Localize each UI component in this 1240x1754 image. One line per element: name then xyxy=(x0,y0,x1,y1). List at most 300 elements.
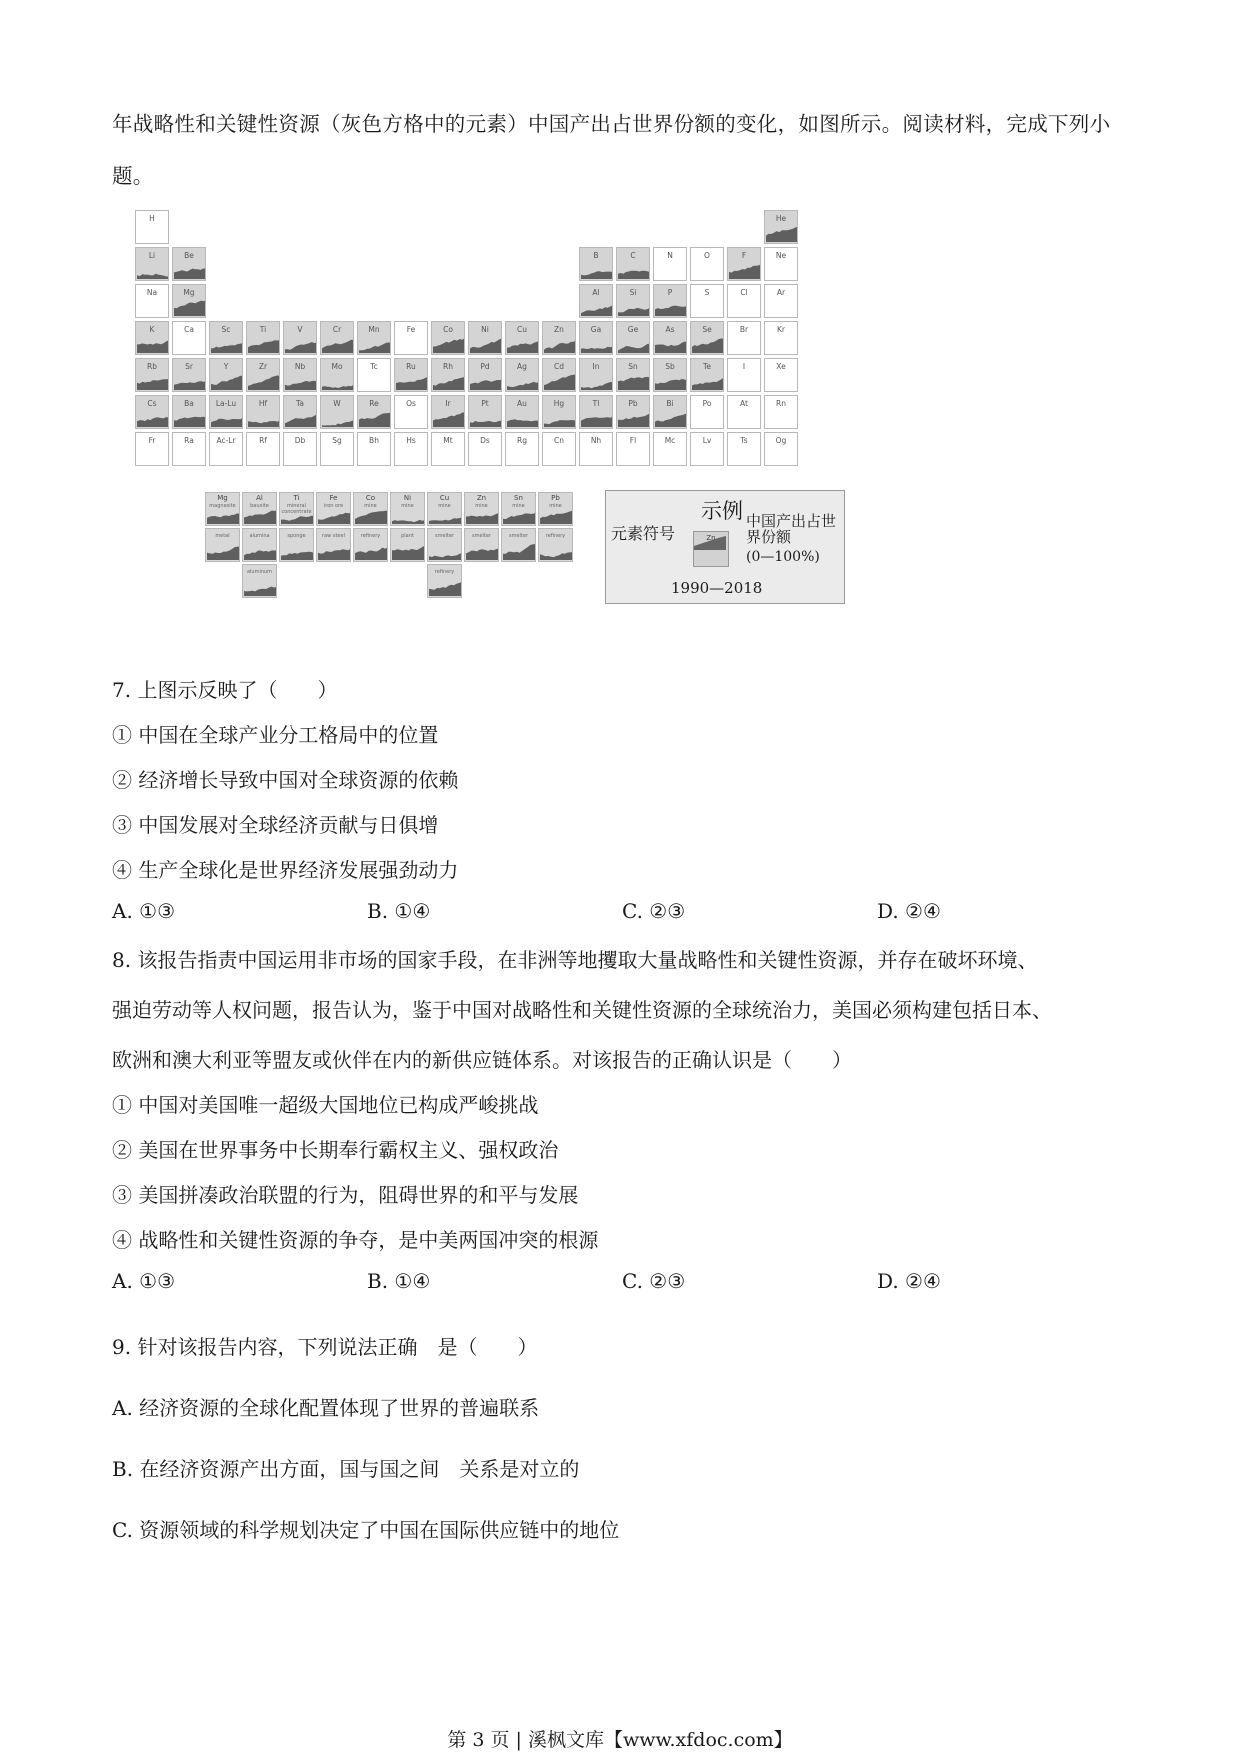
element-symbol: Zn xyxy=(554,325,564,334)
element-symbol: Te xyxy=(703,362,711,371)
element-symbol: Mt xyxy=(443,436,453,445)
share-area-chart xyxy=(429,578,462,596)
stage-element-symbol: Ni xyxy=(403,494,412,502)
element-cell xyxy=(209,432,243,466)
element-symbol: Bh xyxy=(369,436,379,445)
share-area-chart xyxy=(318,542,351,560)
element-cell xyxy=(505,432,539,466)
stage-cell xyxy=(501,492,536,526)
question-7-option-c[interactable]: C. ②③ xyxy=(622,899,686,923)
stage-label: smelter xyxy=(508,533,529,539)
question-8-option-d[interactable]: D. ②④ xyxy=(877,1269,941,1293)
stage-cell xyxy=(501,528,536,562)
element-symbol: Mg xyxy=(183,288,195,297)
element-cell xyxy=(616,395,650,429)
element-cell xyxy=(431,321,465,355)
share-area-chart xyxy=(244,542,277,560)
stage-cell xyxy=(242,528,277,562)
element-cell xyxy=(283,358,317,392)
share-area-chart xyxy=(137,337,169,353)
share-area-chart xyxy=(581,411,613,427)
element-symbol: Rn xyxy=(776,399,786,408)
element-symbol: Cu xyxy=(517,325,527,334)
stage-cell xyxy=(205,492,240,526)
share-area-chart xyxy=(618,337,650,353)
element-cell xyxy=(653,432,687,466)
element-cell xyxy=(764,432,798,466)
share-area-chart xyxy=(285,337,317,353)
stage-cell xyxy=(427,492,462,526)
stage-label: sponge xyxy=(287,533,306,539)
element-cell xyxy=(357,395,391,429)
share-area-chart xyxy=(692,337,724,353)
element-symbol: Ne xyxy=(775,251,787,260)
stage-label: bauxite xyxy=(250,503,269,509)
element-symbol: Cr xyxy=(332,325,342,334)
element-cell xyxy=(727,284,761,318)
stage-label: mine xyxy=(438,503,451,509)
question-8-option-c[interactable]: C. ②③ xyxy=(622,1269,686,1293)
element-symbol: Pt xyxy=(481,399,489,408)
stage-cell xyxy=(205,528,240,562)
question-8-item: ② 美国在世界事务中长期奉行霸权主义、强权政治 xyxy=(112,1138,559,1162)
element-symbol: W xyxy=(333,399,341,408)
question-9-option-c[interactable]: C. 资源领域的科学规划决定了中国在国际供应链中的地位 xyxy=(112,1518,620,1542)
element-symbol: Kr xyxy=(776,325,785,334)
element-symbol: Ds xyxy=(480,436,490,445)
element-cell xyxy=(764,284,798,318)
share-area-chart xyxy=(392,510,425,524)
element-symbol: Sb xyxy=(665,362,675,371)
element-cell xyxy=(690,321,724,355)
share-area-chart xyxy=(507,374,539,390)
element-symbol: Xe xyxy=(776,362,786,371)
element-cell xyxy=(357,432,391,466)
element-cell xyxy=(616,284,650,318)
stage-label: smelter xyxy=(434,533,455,539)
stage-label: mine xyxy=(512,503,525,509)
element-cell xyxy=(542,432,576,466)
element-cell xyxy=(653,247,687,281)
share-area-chart xyxy=(281,542,314,560)
share-area-chart xyxy=(433,337,465,353)
element-cell xyxy=(690,432,724,466)
element-symbol: Tl xyxy=(592,399,600,408)
element-symbol: Po xyxy=(702,399,712,408)
stage-cell xyxy=(279,492,314,526)
share-area-chart xyxy=(433,411,465,427)
share-area-chart xyxy=(503,510,536,524)
share-area-chart xyxy=(655,300,687,316)
question-8-stem-line: 8. 该报告指责中国运用非市场的国家手段，在非洲等地攫取大量战略性和关键性资源，并存在破坏环境、 xyxy=(112,948,1038,972)
element-symbol: Li xyxy=(148,251,156,260)
stage-cell xyxy=(427,564,462,598)
element-cell xyxy=(690,395,724,429)
element-cell xyxy=(135,395,169,429)
element-cell xyxy=(579,247,613,281)
question-8-item: ③ 美国拼凑政治联盟的行为，阻碍世界的和平与发展 xyxy=(112,1183,579,1207)
share-area-chart xyxy=(248,374,280,390)
element-cell xyxy=(172,321,206,355)
element-symbol: La-Lu xyxy=(215,399,237,408)
share-area-chart xyxy=(248,337,280,353)
share-area-chart xyxy=(466,510,499,524)
share-area-chart xyxy=(285,374,317,390)
element-symbol: Ge xyxy=(627,325,639,334)
share-area-chart xyxy=(470,411,502,427)
stage-label: raw steel xyxy=(322,533,345,539)
stage-cell xyxy=(353,492,388,526)
element-symbol: Cd xyxy=(554,362,564,371)
stage-cell xyxy=(279,528,314,562)
element-symbol: Sr xyxy=(185,362,193,371)
intro-paragraph: 年战略性和关键性资源（灰色方格中的元素）中国产出占世界份额的变化，如图所示。阅读材料，完成下列小题。 xyxy=(112,112,1111,188)
share-area-chart xyxy=(581,374,613,390)
element-symbol: Bi xyxy=(666,399,674,408)
question-7-option-d[interactable]: D. ②④ xyxy=(877,899,941,923)
element-symbol: Cl xyxy=(740,288,748,297)
element-cell xyxy=(579,321,613,355)
element-symbol: Ti xyxy=(259,325,267,334)
element-cell xyxy=(616,247,650,281)
element-symbol: Ru xyxy=(406,362,416,371)
element-symbol: Ra xyxy=(184,436,194,445)
element-symbol: Sg xyxy=(332,436,342,445)
stage-element-symbol: Sn xyxy=(514,494,523,502)
share-area-chart xyxy=(359,337,391,353)
element-cell xyxy=(468,395,502,429)
stage-cell xyxy=(538,528,573,562)
element-cell xyxy=(579,358,613,392)
question-8-stem-line: 欧洲和澳大利亚等盟友或伙伴在内的新供应链体系。对该报告的正确认识是（ ） xyxy=(112,1048,852,1072)
element-cell xyxy=(135,284,169,318)
element-cell xyxy=(209,395,243,429)
element-cell xyxy=(283,395,317,429)
element-cell xyxy=(764,247,798,281)
share-area-chart xyxy=(507,337,539,353)
element-symbol: C xyxy=(630,251,636,260)
element-symbol: Ir xyxy=(445,399,451,408)
question-9-stem: 9. 针对该报告内容，下列说法正确 是（ ） xyxy=(112,1335,538,1359)
element-symbol: As xyxy=(665,325,675,334)
stage-cell xyxy=(464,492,499,526)
element-symbol: S xyxy=(704,288,710,297)
share-area-chart xyxy=(174,263,206,279)
element-symbol: Si xyxy=(629,288,637,297)
share-area-chart xyxy=(211,411,243,427)
stage-label: aluminum xyxy=(246,569,273,575)
share-area-chart xyxy=(618,263,650,279)
element-cell xyxy=(653,284,687,318)
share-area-chart xyxy=(174,300,206,316)
element-symbol: Be xyxy=(184,251,194,260)
share-area-chart xyxy=(544,337,576,353)
question-7-item: ② 经济增长导致中国对全球资源的依赖 xyxy=(112,768,459,792)
stage-label: refinery xyxy=(545,533,566,539)
share-area-chart xyxy=(540,510,573,524)
element-cell xyxy=(542,395,576,429)
stage-label: iron ore xyxy=(323,503,344,509)
stage-label: smelter xyxy=(471,533,492,539)
question-8-stem-line: 强迫劳动等人权问题，报告认为，鉴于中国对战略性和关键性资源的全球统治力，美国必须构建包括日本、 xyxy=(112,998,1052,1022)
element-symbol: Hs xyxy=(406,436,416,445)
stage-element-symbol: Ti xyxy=(293,494,300,502)
element-symbol: Ts xyxy=(740,436,748,445)
element-symbol: Ca xyxy=(184,325,194,334)
share-area-chart xyxy=(355,510,388,524)
stage-label: mine xyxy=(475,503,488,509)
stage-element-symbol: Al xyxy=(256,494,263,502)
element-cell xyxy=(468,358,502,392)
share-area-chart xyxy=(655,374,687,390)
share-area-chart xyxy=(618,411,650,427)
share-area-chart xyxy=(581,300,613,316)
legend-description: 中国产出占世界份额 xyxy=(746,512,837,546)
element-symbol: Ta xyxy=(296,399,304,408)
share-area-chart xyxy=(285,411,317,427)
share-area-chart xyxy=(322,411,354,427)
element-cell xyxy=(357,321,391,355)
share-area-chart xyxy=(692,374,724,390)
question-9-option-b[interactable]: B. 在经济资源产出方面，国与国之间 关系是对立的 xyxy=(112,1457,580,1481)
element-cell xyxy=(579,284,613,318)
stage-label: mine xyxy=(364,503,377,509)
question-7-option-b[interactable]: B. ①④ xyxy=(367,899,431,923)
stage-label: magnesite xyxy=(209,503,236,509)
stage-cell xyxy=(242,492,277,526)
question-7-stem: 7. 上图示反映了（ ） xyxy=(112,678,338,702)
element-cell xyxy=(653,321,687,355)
stage-element-symbol: Cu xyxy=(439,494,450,502)
share-area-chart xyxy=(433,374,465,390)
element-symbol: Nh xyxy=(590,436,602,445)
element-symbol: At xyxy=(740,399,748,408)
share-area-chart xyxy=(766,226,798,242)
element-symbol: Y xyxy=(223,362,229,371)
element-symbol: Se xyxy=(702,325,712,334)
element-symbol: H xyxy=(149,214,155,223)
element-cell xyxy=(135,358,169,392)
stage-label: mineral concentrate xyxy=(281,503,312,515)
element-symbol: V xyxy=(297,325,303,334)
element-symbol: Rg xyxy=(517,436,527,445)
share-area-chart xyxy=(503,542,536,560)
element-cell xyxy=(135,247,169,281)
stage-cell xyxy=(538,492,573,526)
element-symbol: Ag xyxy=(517,362,527,371)
element-cell xyxy=(764,321,798,355)
element-cell xyxy=(172,284,206,318)
element-cell xyxy=(542,321,576,355)
question-8-item: ④ 战略性和关键性资源的争夺，是中美两国冲突的根源 xyxy=(112,1228,599,1252)
share-area-chart xyxy=(322,337,354,353)
stage-cell xyxy=(316,492,351,526)
share-area-chart xyxy=(322,374,354,390)
element-symbol: Ac-Lr xyxy=(216,436,236,445)
element-symbol: Ar xyxy=(776,288,786,297)
element-cell xyxy=(246,432,280,466)
element-cell xyxy=(246,395,280,429)
share-area-chart xyxy=(618,300,650,316)
element-symbol: I xyxy=(742,362,746,371)
element-cell xyxy=(542,358,576,392)
element-cell xyxy=(283,432,317,466)
periodic-table-figure xyxy=(135,210,805,468)
legend-years: 1990—2018 xyxy=(671,579,763,597)
element-symbol: Mo xyxy=(331,362,343,371)
element-cell xyxy=(505,358,539,392)
share-area-chart xyxy=(211,374,243,390)
stage-label: metal xyxy=(215,533,230,539)
element-cell xyxy=(727,247,761,281)
element-cell xyxy=(209,321,243,355)
element-cell xyxy=(172,247,206,281)
element-symbol: Os xyxy=(406,399,416,408)
stage-label: refinery xyxy=(360,533,381,539)
share-area-chart xyxy=(581,337,613,353)
share-area-chart xyxy=(507,411,539,427)
stage-element-symbol: Pb xyxy=(551,494,560,502)
share-area-chart xyxy=(655,337,687,353)
element-cell xyxy=(616,358,650,392)
element-cell xyxy=(764,395,798,429)
share-area-chart xyxy=(392,542,425,560)
stage-element-symbol: Fe xyxy=(329,494,338,502)
share-area-chart xyxy=(429,542,462,560)
share-area-chart xyxy=(581,263,613,279)
share-area-chart xyxy=(244,578,277,596)
element-cell xyxy=(431,358,465,392)
element-symbol: K xyxy=(149,325,155,334)
element-symbol: Pd xyxy=(480,362,490,371)
element-symbol: Ga xyxy=(590,325,602,334)
element-symbol: Cs xyxy=(147,399,157,408)
stage-element-symbol: Zn xyxy=(476,494,487,502)
figure-legend xyxy=(605,490,845,604)
element-cell xyxy=(616,321,650,355)
stage-label: refinery xyxy=(434,569,455,575)
stage-cell xyxy=(464,528,499,562)
element-cell xyxy=(394,432,428,466)
element-symbol: Zr xyxy=(258,362,268,371)
share-area-chart xyxy=(470,337,502,353)
question-7-option-a[interactable]: A. ①③ xyxy=(112,899,176,923)
element-cell xyxy=(172,432,206,466)
share-area-chart xyxy=(281,510,314,524)
share-area-chart xyxy=(244,510,277,524)
stage-cell xyxy=(316,528,351,562)
element-cell xyxy=(320,395,354,429)
element-cell xyxy=(172,358,206,392)
element-cell xyxy=(135,432,169,466)
element-symbol: Al xyxy=(592,288,600,297)
question-9-option-a[interactable]: A. 经济资源的全球化配置体现了世界的普遍联系 xyxy=(112,1396,540,1420)
element-cell xyxy=(209,358,243,392)
element-cell xyxy=(579,395,613,429)
element-symbol: Fl xyxy=(629,436,637,445)
element-cell xyxy=(320,358,354,392)
share-area-chart xyxy=(466,542,499,560)
stage-cell xyxy=(242,564,277,598)
element-symbol: N xyxy=(667,251,673,260)
element-symbol: Sn xyxy=(628,362,638,371)
share-area-chart xyxy=(396,374,428,390)
element-symbol: In xyxy=(592,362,600,371)
element-symbol: Au xyxy=(517,399,527,408)
element-cell xyxy=(764,358,798,392)
question-7-item: ① 中国在全球产业分工格局中的位置 xyxy=(112,723,439,747)
share-area-chart xyxy=(618,374,650,390)
element-cell xyxy=(431,432,465,466)
element-symbol: Fe xyxy=(406,325,416,334)
legend-sample-symbol: Zn xyxy=(706,534,716,542)
element-cell xyxy=(764,210,798,244)
element-symbol: Nb xyxy=(294,362,306,371)
question-7-item: ④ 生产全球化是世界经济发展强劲动力 xyxy=(112,858,459,882)
share-area-chart xyxy=(207,542,240,560)
element-cell xyxy=(616,432,650,466)
element-cell xyxy=(727,432,761,466)
share-area-chart xyxy=(207,510,240,524)
element-symbol: Sc xyxy=(221,325,231,334)
legend-range: (0—100%) xyxy=(746,549,820,565)
element-symbol: Na xyxy=(146,288,158,297)
element-cell xyxy=(505,321,539,355)
element-cell xyxy=(283,321,317,355)
stage-cell xyxy=(353,528,388,562)
share-area-chart xyxy=(540,542,573,560)
element-cell xyxy=(727,395,761,429)
share-area-chart xyxy=(174,411,206,427)
element-symbol: Rb xyxy=(147,362,157,371)
element-symbol: F xyxy=(741,251,747,260)
question-8-option-b[interactable]: B. ①④ xyxy=(367,1269,431,1293)
share-area-chart xyxy=(137,263,169,279)
element-cell xyxy=(394,321,428,355)
element-symbol: Pb xyxy=(628,399,638,408)
legend-sample-cell xyxy=(693,531,729,567)
element-cell xyxy=(468,432,502,466)
element-cell xyxy=(690,247,724,281)
stage-label: plant xyxy=(401,533,414,539)
element-symbol: P xyxy=(667,288,673,297)
stage-element-symbol: Co xyxy=(365,494,376,502)
element-symbol: Hf xyxy=(258,399,268,408)
element-symbol: Mn xyxy=(368,325,380,334)
question-8-option-a[interactable]: A. ①③ xyxy=(112,1269,176,1293)
element-cell xyxy=(727,358,761,392)
element-cell xyxy=(468,321,502,355)
stage-cell xyxy=(390,528,425,562)
element-symbol: Re xyxy=(369,399,379,408)
element-symbol: O xyxy=(704,251,710,260)
element-cell xyxy=(357,358,391,392)
share-area-chart xyxy=(174,374,206,390)
element-symbol: Lv xyxy=(702,436,712,445)
element-symbol: Rh xyxy=(443,362,453,371)
element-cell xyxy=(172,395,206,429)
share-area-chart xyxy=(359,411,391,427)
element-cell xyxy=(653,395,687,429)
element-cell xyxy=(320,432,354,466)
element-symbol: He xyxy=(775,214,787,223)
stage-cell xyxy=(427,528,462,562)
share-area-chart xyxy=(544,374,576,390)
stage-cell xyxy=(390,492,425,526)
element-cell xyxy=(135,321,169,355)
element-cell xyxy=(653,358,687,392)
element-symbol: Co xyxy=(443,325,453,334)
